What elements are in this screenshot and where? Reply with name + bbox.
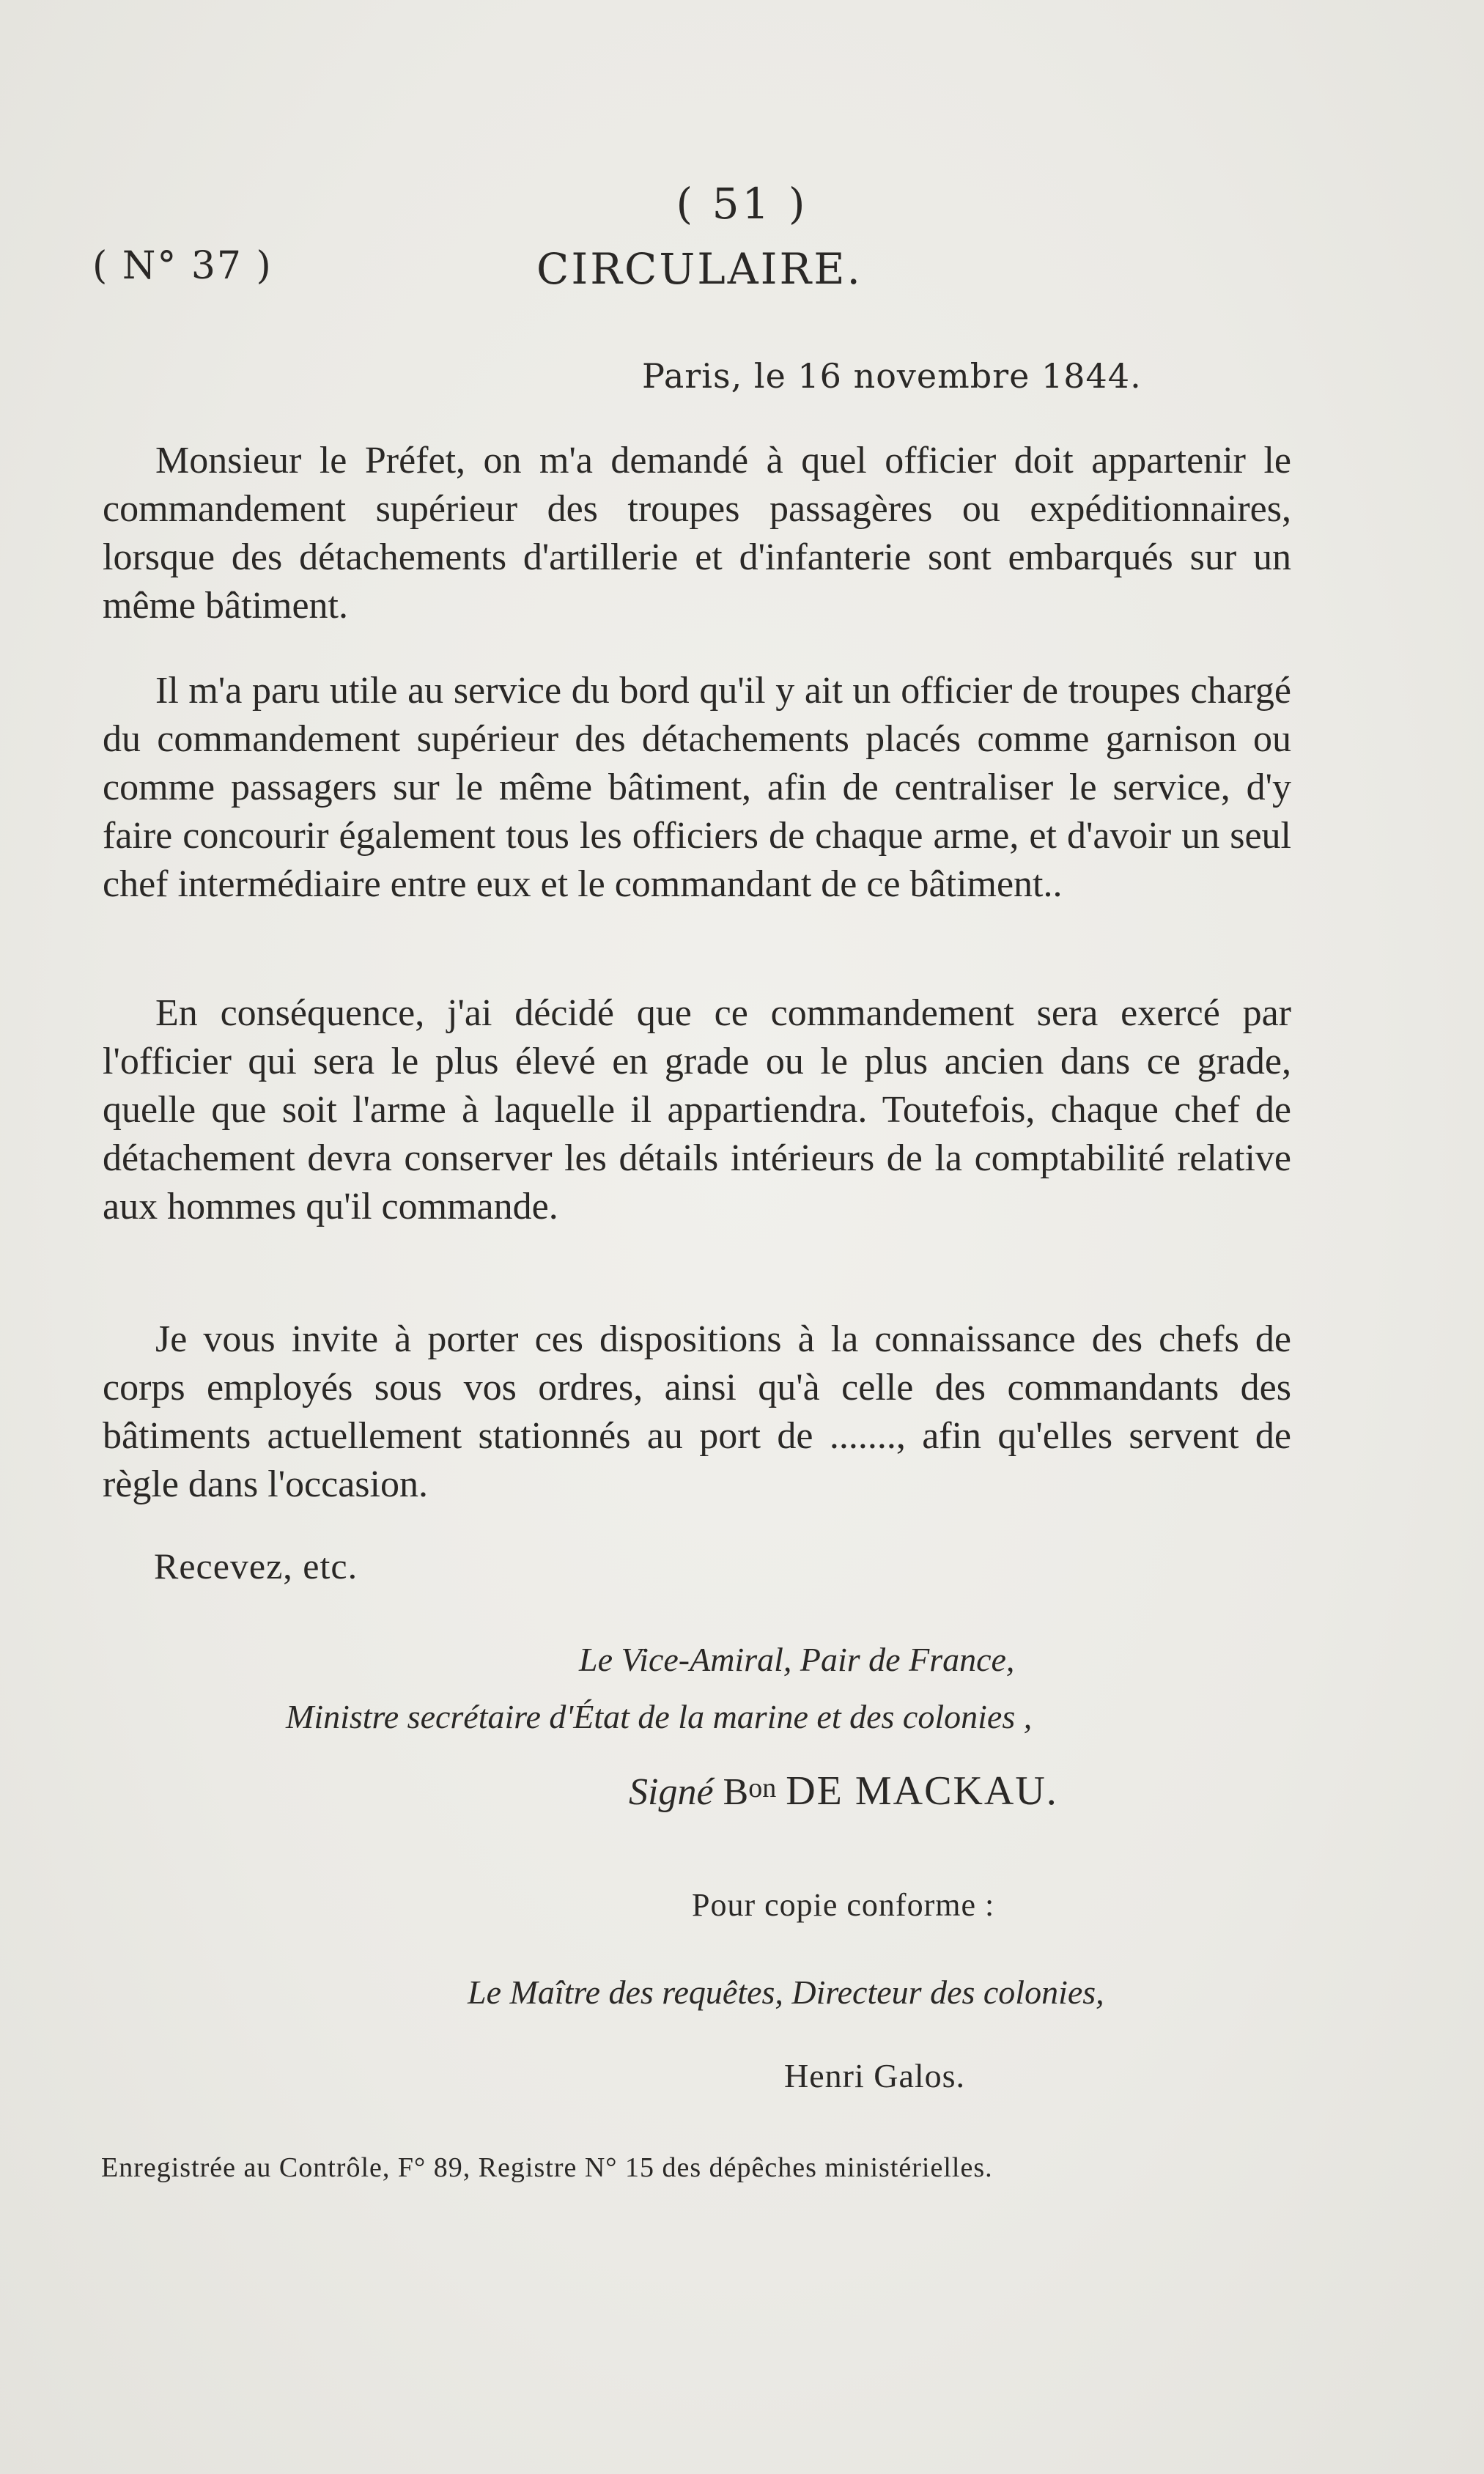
director-title: Le Maître des requêtes, Directeur des colonies,	[468, 1973, 1104, 2011]
body-paragraph-1: Monsieur le Préfet, on m'a demandé à quel officier doit appartenir le commandement supérieur des troupes passagères ou expéditionnaires, lorsque des détachements d'artillerie et d'infanterie sont embarqués sur un même bâtiment.	[103, 440, 1291, 627]
signature-block	[629, 1768, 1058, 1814]
dateline: Paris, le 16 novembre 1844.	[642, 356, 1142, 396]
signatory-title-line-2: Ministre secrétaire d'État de la marine et des colonies ,	[286, 1698, 1033, 1735]
director-name: Henri Galos.	[784, 2057, 966, 2094]
registration-footer: Enregistrée au Contrôle, F° 89, Registre N° 15 des dépêches ministérielles.	[101, 2152, 993, 2183]
closing-formula: Recevez, etc.	[154, 1546, 358, 1587]
body-paragraph-4: Je vous invite à porter ces dispositions à la connaissance des chefs de corps employés sous vos ordres, ainsi qu'à celle des commandants des bâtiments actuellement stationnés au port de ......., afin qu'elles servent de règle dans l'occasion.	[103, 1318, 1291, 1505]
signer-name: DE MACKAU.	[786, 1768, 1058, 1814]
body-paragraph-3: En conséquence, j'ai décidé que ce commandement sera exercé par l'officier qui sera le plus élevé en grade ou le plus ancien dans ce grade, quelle que soit l'arme à laquelle il appartiendra. Toutefois, chaque chef de détachement devra conserver les détails intérieurs de la comptabilité relative aux hommes qu'il commande.	[103, 992, 1291, 1227]
signed-word: Signé	[629, 1771, 714, 1813]
circular-number: ( N° 37 )	[92, 244, 273, 288]
certified-copy-line: Pour copie conforme :	[692, 1887, 995, 1923]
page-number: ( 51 )	[676, 179, 808, 229]
document-title: CIRCULAIRE.	[536, 244, 863, 294]
body-paragraph-2: Il m'a paru utile au service du bord qu'il y ait un officier de troupes chargé du commandement supérieur des détachements placés comme garnison ou comme passagers sur le même bâtiment, afin de centraliser le service, d'y faire concourir également tous les officiers de chaque arme, et d'avoir un seul chef intermédiaire entre eux et le commandant de ce bâtiment..	[103, 670, 1291, 905]
baron-abbreviation: Bon	[723, 1771, 777, 1813]
signatory-title-line-1: Le Vice-Amiral, Pair de France,	[579, 1641, 1015, 1678]
